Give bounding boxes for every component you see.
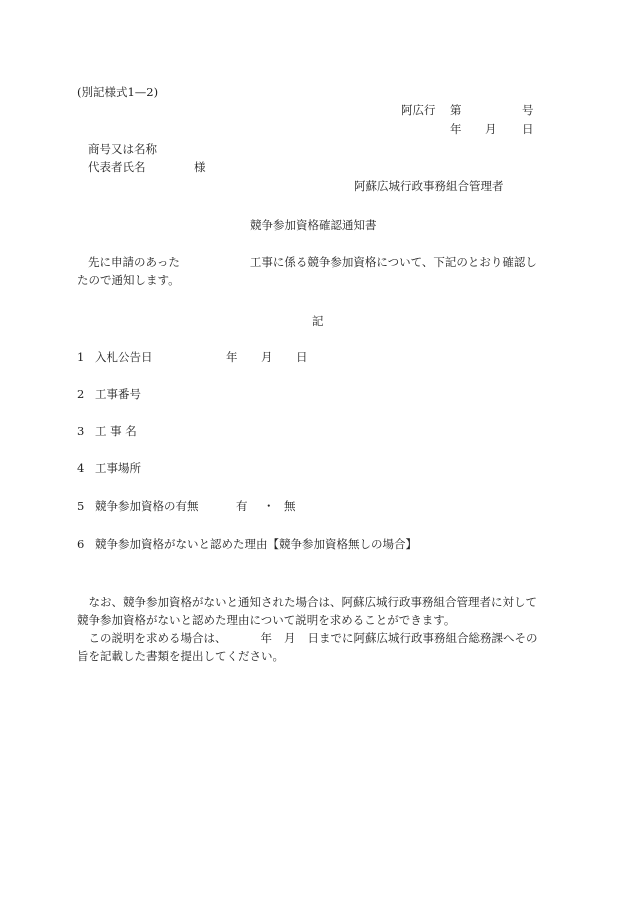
intro-part2: 工事に係る競争参加資格について、下記のとおり確認し: [249, 255, 537, 269]
item-number: 2: [77, 387, 85, 401]
issue-date-day: 日: [522, 122, 534, 136]
notes-p1-line1: なお、競争参加資格がないと通知された場合は、阿蘇広城行政事務組合管理者に対して: [88, 595, 537, 609]
item-day: 日: [296, 350, 308, 364]
document-title: 競争参加資格確認通知書: [250, 218, 377, 232]
item-number: 6: [77, 537, 85, 551]
intro-part1: 先に申請のあった: [88, 255, 180, 269]
reference-number-label: 第: [450, 103, 462, 117]
item-label: 競争参加資格がないと認めた理由【競争参加資格無しの場合】: [95, 537, 417, 551]
notes-p2-line2: 旨を記載した書類を提出してください。: [77, 649, 284, 663]
reference-number-suffix: 号: [522, 103, 534, 117]
item-label: 工事場所: [95, 461, 141, 475]
option-no: 無: [284, 499, 296, 513]
notes-p2-year: 年: [260, 631, 272, 645]
notes-p1-line2: 競争参加資格がないと認めた理由について説明を求めることができます。: [77, 613, 456, 627]
intro-line2: たので通知します。: [77, 273, 180, 287]
notes-p2-part2: 日までに阿蘇広城行政事務組合総務課へその: [307, 631, 538, 645]
item-label: 入札公告日: [95, 350, 153, 364]
item-number: 4: [77, 461, 85, 475]
reference-prefix: 阿広行: [401, 103, 436, 117]
item-number: 1: [77, 350, 85, 364]
intro-paragraph: [77, 253, 567, 289]
sender-name: 阿蘇広城行政事務組合管理者: [354, 179, 504, 193]
option-yes: 有: [236, 499, 248, 513]
company-name-label: 商号又は名称: [88, 142, 157, 156]
representative-label: 代表者氏名: [88, 160, 146, 174]
option-separator: ・: [263, 499, 275, 513]
ki-heading: 記: [312, 314, 324, 328]
notes-p2-part1: この説明を求める場合は、: [88, 631, 227, 645]
notes-p2-month: 月: [284, 631, 296, 645]
item-label: 競争参加資格の有無: [95, 499, 199, 513]
item-label: 工 事 名: [95, 424, 137, 438]
honorific: 様: [194, 160, 206, 174]
form-label: (別記様式1—2): [77, 85, 159, 99]
notes-paragraph: [77, 593, 577, 665]
item-label: 工事番号: [95, 387, 141, 401]
item-month: 月: [261, 350, 273, 364]
item-number: 3: [77, 424, 85, 438]
issue-date-year: 年: [450, 122, 462, 136]
item-year: 年: [226, 350, 238, 364]
issue-date-month: 月: [485, 122, 497, 136]
item-number: 5: [77, 499, 85, 513]
